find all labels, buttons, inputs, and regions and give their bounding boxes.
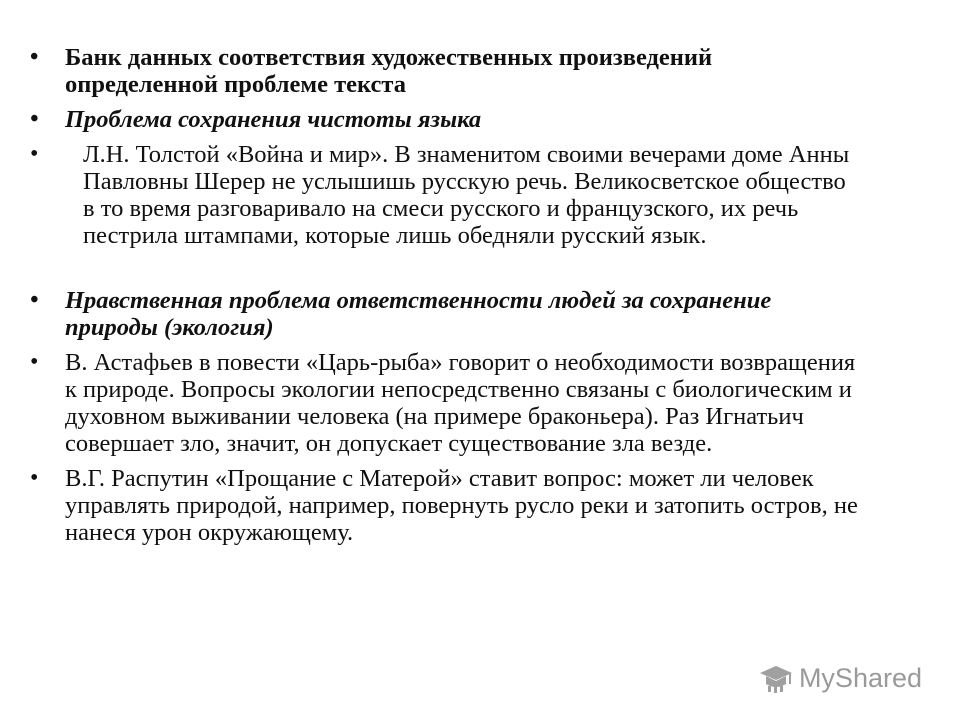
bullet-item-heading bbox=[30, 44, 860, 98]
bullet-text: Банк данных соответствия художественных произведений определенной проблеме текста bbox=[65, 44, 713, 98]
bullet-dot: • bbox=[30, 287, 39, 313]
mortarboard-logo-icon bbox=[759, 664, 793, 694]
bullet-list bbox=[30, 44, 860, 554]
bullet-item-astafiev bbox=[30, 349, 860, 457]
myshared-watermark bbox=[759, 663, 922, 694]
bullet-text: В.Г. Распутин «Прощание с Матерой» ставит вопрос: может ли человек управлять природой, например, повернуть русло реки и затопить остров, не нанеся урон окружающему. bbox=[65, 465, 858, 546]
bullet-item-tolstoy bbox=[30, 141, 860, 249]
bullet-dot: • bbox=[30, 44, 39, 70]
bullet-dot: • bbox=[30, 106, 39, 132]
bullet-item-topic-language bbox=[30, 106, 860, 133]
watermark-text: MyShared bbox=[798, 663, 922, 693]
bullet-dot: • bbox=[30, 465, 39, 491]
bullet-text: Л.Н. Толстой «Война и мир». В знаменитом своими вечерами доме Анны Павловны Шерер не услышишь русскую речь. Великосветское общество в то время разговаривало на смеси русского и французского, их речь пестрила штампами, которые лишь обедняли русский язык. bbox=[83, 141, 850, 249]
bullet-text: Проблема сохранения чистоты языка bbox=[65, 106, 482, 133]
bullet-dot: • bbox=[30, 349, 39, 375]
bullet-item-topic-ecology bbox=[30, 287, 860, 341]
bullet-text: В. Астафьев в повести «Царь-рыба» говорит о необходимости возвращения к природе. Вопросы экологии непосредственно связаны с биологическим и духовном выживании человека (на примере браконьера). Раз Игнатьич совершает зло, значит, он допускает существование зла везде. bbox=[65, 349, 856, 457]
bullet-text: Нравственная проблема ответственности людей за сохранение природы (экология) bbox=[65, 287, 772, 341]
bullet-item-rasputin bbox=[30, 465, 860, 546]
bullet-dot: • bbox=[30, 141, 39, 167]
